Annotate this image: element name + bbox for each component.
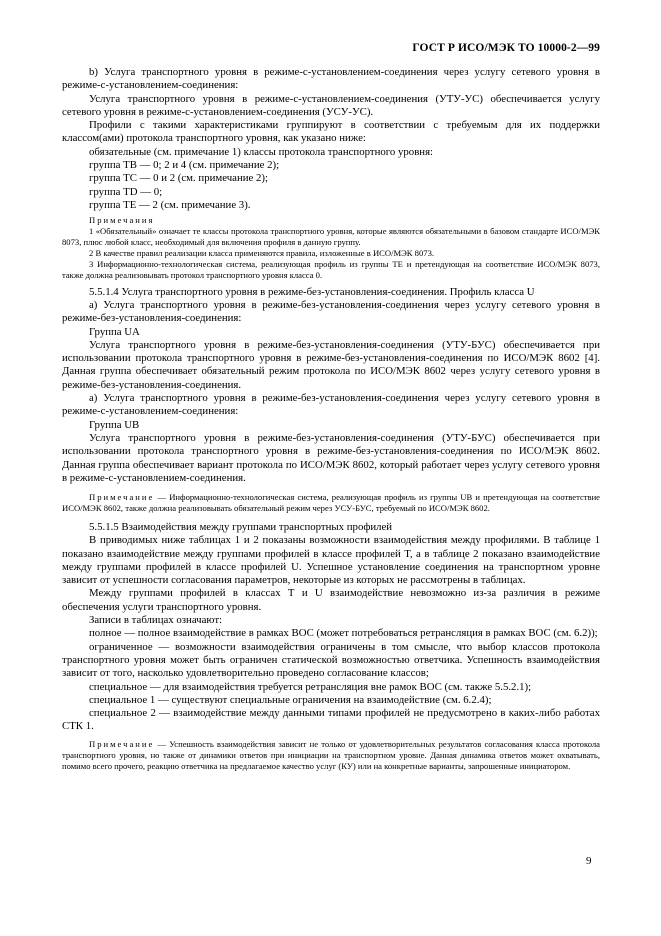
note-success-text: — Успешность взаимодействия зависит не только от удовлетворительных результатов согласования класса протокола транспортного уровня, но также от динамики ответов при инициации на транспортном уровне. Данная динамика ответов может охватывать, помимо всего прочего, реакцию ответчика на предлагаемое качество услуг (КУ) или на конкретные варианты, запрошенные инициатором.	[62, 738, 600, 771]
entry-special-1: специальное 1 — существуют специальные ограничения на взаимодействие (см. 6.2.4);	[89, 693, 492, 706]
notes-title: Примечания	[89, 215, 155, 226]
entry-special: специальное — для взаимодействия требуется ретрансляция вне рамок ВОС (см. также 5.5.2.1);	[89, 680, 532, 693]
group-tb: группа ТВ — 0; 2 и 4 (см. примечание 2);	[89, 159, 280, 172]
note-success	[62, 739, 600, 772]
group-tc: группа ТС — 0 и 2 (см. примечание 2);	[89, 172, 268, 185]
group-td: группа TD — 0;	[89, 185, 163, 198]
section-5-5-1-4: 5.5.1.4 Услуга транспортного уровня в режиме-без-установления-соединения. Профиль класса U	[89, 285, 535, 298]
paragraph-profiles: Профили с такими характеристиками группируют в соответствии с требуемым для их поддержки классом(ами) протокола транспортного уровня, как указано ниже:	[62, 119, 600, 145]
paragraph-a2: а) Услуга транспортного уровня в режиме-без-установления-соединения через услугу сетевого уровня в режиме-с-установлением-соединения:	[62, 392, 600, 418]
paragraph-tables: В приводимых ниже таблицах 1 и 2 показаны возможности взаимодействия между профилями. В таблице 1 показано взаимодействие между группами профилей в классе профилей Т, а в таблице 2 показано взаимодействие между группами профилей в классе профилей U. Успешное установление соединения на транспортном уровне зависит от успешности согласования параметров, некоторые из которых не рассмотрены в таблицах.	[62, 534, 600, 587]
note-success-label: Примечание	[89, 738, 155, 749]
group-ua-text: Услуга транспортного уровня в режиме-без-установления-соединения (УТУ-БУС) обеспечивается при использовании протокола транспортного уровня в режиме-без-установления-соединения по ИСО/МЭК 8602 [4]. Данная группа обеспечивает обязательный режим протокола по ИСО/МЭК 8602 через услугу сетевого уровня в режиме-без-установления-соединения.	[62, 338, 600, 391]
group-te: группа ТЕ — 2 (см. примечание 3).	[89, 198, 251, 211]
note-1: 1 «Обязательный» означает те классы протокола транспортного уровня, которые являются обязательными в базовом стандарте ИСО/МЭК 8073, плюс любой класс, необходимый для включения профиля в данную группу.	[62, 226, 600, 248]
entry-limited: ограниченное — возможности взаимодействия ограничены в том смысле, что выбор классов протокола транспортного уровня может быть ограничен статической возможностью ответчика. Успешность взаимодействия зависит от того, насколько удовлетворительно проведено согласование классов;	[62, 640, 600, 680]
section-5-5-1-5: 5.5.1.5 Взаимодействия между группами транспортных профилей	[89, 520, 393, 533]
group-ua-title: Группа UA	[89, 325, 140, 338]
note-ub	[62, 492, 600, 514]
note-3: 3 Информационно-технологическая система, реализующая профиль из группы ТЕ и претендующая на соответствие ИСО/МЭК 8073, также должна реализовывать протокол транспортного уровня класса 0.	[62, 258, 600, 280]
note-ub-text: — Информационно-технологическая система, реализующая профиль из группы UB и претендующая на соответствие ИСО/МЭК 8602, также должна реализовывать обязательный режим через УСУ-БУС, требуемый по ИСО/МЭК 8602.	[62, 492, 600, 514]
entry-full: полное — полное взаимодействие в рамках ВОС (может потребоваться ретрансляция в рамках ВОС (см. 6.2));	[89, 627, 598, 640]
paragraph-b: b) Услуга транспортного уровня в режиме-с-установлением-соединения через услугу сетевого уровня в режиме-с-установлением-соединения:	[62, 66, 600, 92]
group-ub-title: Группа UB	[89, 418, 140, 431]
page-content	[62, 42, 600, 771]
paragraph-a1: а) Услуга транспортного уровня в режиме-без-установления-соединения через услугу сетевого уровня в режиме-без-установления-соединения:	[62, 299, 600, 325]
entry-special-2: специальное 2 — взаимодействие между данными типами профилей не предусмотрено в каких-либо работах СТК 1.	[62, 707, 600, 733]
paragraph-entries: Записи в таблицах означают:	[89, 614, 223, 627]
note-ub-label: Примечание	[89, 492, 155, 503]
paragraph-mandatory: обязательные (см. примечание 1) классы протокола транспортного уровня:	[89, 145, 434, 158]
document-header: ГОСТ Р ИСО/МЭК ТО 10000-2—99	[412, 42, 600, 54]
paragraph-classes-tu: Между группами профилей в классах Т и U взаимодействие невозможно из-за различия в режиме обеспечения услуги транспортного уровня.	[62, 587, 600, 613]
group-ub-text: Услуга транспортного уровня в режиме-без-установления-соединения (УТУ-БУС) обеспечивается при использовании протокола транспортного уровня в режиме-без-установления-соединения по ИСО/МЭК 8602. Данная группа обеспечивает вариант протокола по ИСО/МЭК 8602, который работает через услугу сетевого уровня в режиме-с-установлением-соединения.	[62, 431, 600, 484]
note-2: 2 В качестве правил реализации класса применяются правила, изложенные в ИСО/МЭК 8073.	[89, 247, 435, 258]
page-number: 9	[586, 855, 592, 867]
paragraph-uty-us: Услуга транспортного уровня в режиме-с-установлением-соединения (УТУ-УС) обеспечивается услугу сетевого уровня в режиме-с-установлением-соединения (УСУ-УС).	[62, 92, 600, 118]
